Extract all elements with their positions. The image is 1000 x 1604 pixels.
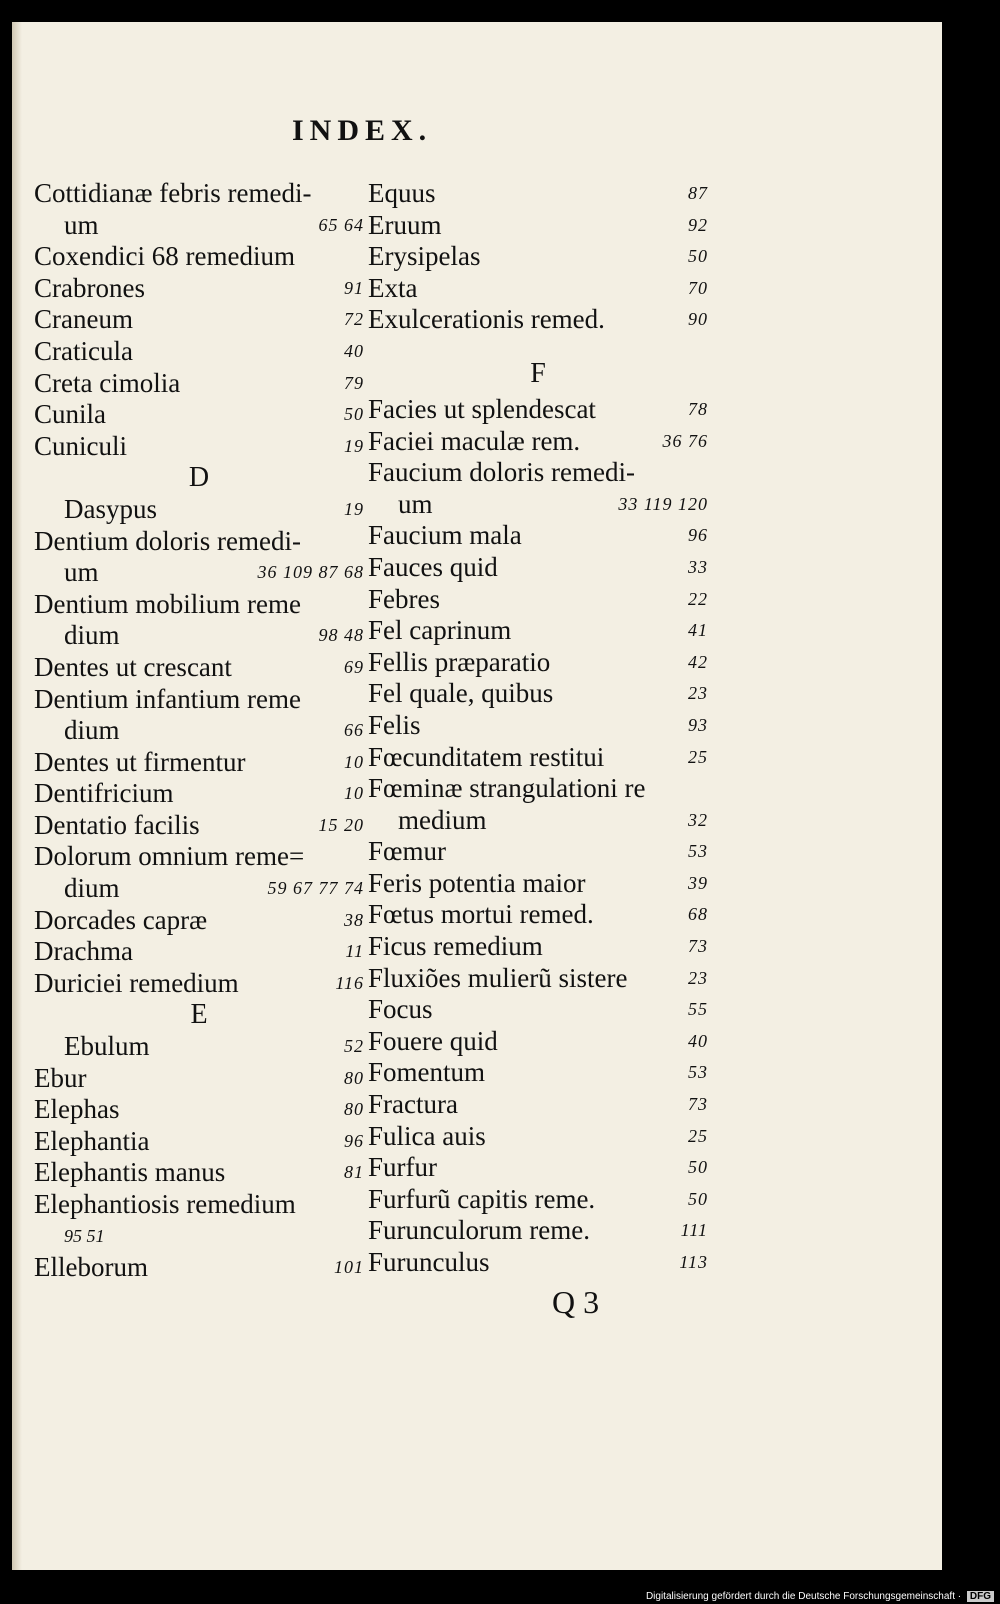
entry-term: Dentium infantium reme: [34, 683, 301, 714]
entry-page-refs: 65 64: [318, 214, 364, 235]
entry-page-refs: 68: [688, 904, 708, 925]
entry-page-refs: 38: [344, 909, 364, 930]
entry-page-refs: 98 48: [318, 625, 364, 646]
entry-page-refs: 39: [688, 872, 708, 893]
entry-page-refs: 96: [344, 1130, 364, 1151]
entry-page-refs: 40: [688, 1030, 708, 1051]
index-entry: [34, 841, 364, 873]
entry-term: Erysipelas: [368, 241, 481, 272]
entry-page-refs: 73: [688, 1094, 708, 1115]
index-entry: [34, 652, 364, 684]
entry-page-refs: 32: [688, 809, 708, 830]
entry-term: Cuniculi: [34, 430, 127, 461]
entry-page-refs: 92: [688, 214, 708, 235]
index-entry: [34, 936, 364, 968]
entry-page-refs: 36 109 87 68: [257, 562, 364, 583]
index-entry: [368, 394, 708, 426]
index-entry: [368, 1121, 708, 1153]
index-entry: [34, 336, 364, 368]
entry-term: Elephantiosis remedium: [34, 1189, 296, 1219]
spacer: [368, 336, 708, 354]
entry-term: Dolorum omnium reme=: [34, 841, 305, 872]
entry-term: dium: [64, 620, 120, 651]
index-entry: [368, 426, 708, 458]
entry-page-refs: 10: [344, 783, 364, 804]
entry-term: Felis: [368, 709, 421, 740]
entry-page-refs: 72: [344, 309, 364, 330]
index-entry: [368, 273, 708, 305]
entry-term: Elleborum: [34, 1252, 148, 1283]
index-entry: [368, 742, 708, 774]
entry-term: Creta cimolia: [34, 367, 181, 398]
index-entry: [368, 805, 708, 837]
index-entry: [34, 589, 364, 621]
entry-page-refs: 116: [335, 972, 364, 993]
entry-term: Faciei maculæ rem.: [368, 425, 581, 456]
index-entry: [34, 1031, 364, 1063]
entry-term: F: [530, 357, 546, 389]
index-entry: [368, 836, 708, 868]
index-entry: [34, 620, 364, 652]
entry-term: Furunculus: [368, 1247, 490, 1277]
index-entry: [368, 304, 708, 336]
index-entry: [368, 1184, 708, 1216]
entry-term: Exulcerationis remed.: [368, 304, 605, 335]
book-page: [12, 22, 942, 1570]
entry-page-refs: 73: [688, 936, 708, 957]
entry-term: Cottidianæ febris remedi-: [34, 178, 312, 208]
entry-term: Dentatio facilis: [34, 809, 200, 840]
entry-page-refs: 19: [344, 435, 364, 456]
entry-page-refs: 41: [688, 620, 708, 641]
entry-term: Fœtus mortui remed.: [368, 899, 594, 930]
entry-term: Dentium doloris remedi-: [34, 525, 301, 556]
index-entry: [368, 584, 708, 616]
index-entry: [368, 1247, 708, 1279]
entry-term: um: [398, 488, 433, 519]
index-entry: [368, 210, 708, 242]
entry-term: Elephas: [34, 1094, 120, 1125]
index-entry: [368, 899, 708, 931]
index-entry: [34, 1094, 364, 1126]
entry-term: Craticula: [34, 335, 133, 366]
index-entry: [368, 241, 708, 273]
entry-page-refs: 50: [688, 246, 708, 267]
entry-page-refs: 52: [344, 1036, 364, 1057]
index-entry: [368, 489, 708, 521]
entry-page-refs: 50: [344, 404, 364, 425]
entry-page-refs: 42: [688, 651, 708, 672]
entry-page-refs: 96: [688, 525, 708, 546]
index-entry: [34, 905, 364, 937]
index-entry: [34, 526, 364, 558]
section-letter: [34, 462, 364, 494]
index-entry: [368, 710, 708, 742]
entry-term: Craneum: [34, 304, 133, 335]
entry-page-refs: 33: [688, 556, 708, 577]
entry-term: Fractura: [368, 1089, 458, 1120]
entry-page-refs: 53: [688, 1062, 708, 1083]
index-entry: [34, 1126, 364, 1158]
entry-page-refs: 50: [688, 1157, 708, 1178]
entry-page-refs: 19: [344, 498, 364, 519]
entry-term: Fœmur: [368, 836, 447, 867]
index-entry: [34, 368, 364, 400]
entry-term: Ficus remedium: [368, 931, 543, 962]
entry-term: Ebur: [34, 1062, 87, 1093]
index-entry: [34, 399, 364, 431]
entry-term: D: [188, 462, 210, 494]
entry-term: Dentium mobilium reme: [34, 588, 301, 619]
index-entry: [34, 968, 364, 1000]
index-entry: [368, 1026, 708, 1058]
entry-term: Fel caprinum: [368, 615, 512, 646]
index-entry: [368, 931, 708, 963]
index-entry: [34, 715, 364, 747]
entry-term: Dentes ut firmentur: [34, 746, 246, 777]
entry-term: medium: [398, 804, 487, 835]
entry-term: Duriciei remedium: [34, 967, 239, 998]
entry-page-refs: 80: [344, 1067, 364, 1088]
entry-term: Elephantis manus: [34, 1157, 226, 1188]
section-letter: [368, 354, 708, 394]
running-header: INDEX.: [292, 114, 433, 147]
entry-term: Furfurũ capitis reme.: [368, 1183, 596, 1214]
entry-page-refs: 53: [688, 841, 708, 862]
entry-page-refs: 10: [344, 751, 364, 772]
entry-term: E: [190, 999, 208, 1031]
entry-page-refs: 69: [344, 656, 364, 677]
entry-term: Fellis præparatio: [368, 646, 551, 677]
index-entry: [34, 684, 364, 716]
entry-term: Dorcades capræ: [34, 904, 208, 935]
entry-page-refs: 59 67 77 74: [267, 878, 364, 899]
credit-text: Digitalisierung gefördert durch die Deutsche Forschungsgemeinschaft ·: [645, 1591, 962, 1602]
index-entry: [368, 457, 708, 489]
index-entry: [368, 868, 708, 900]
index-entry: [368, 615, 708, 647]
entry-term: Fulica auis: [368, 1120, 486, 1151]
entry-term: Elephantia: [34, 1125, 150, 1156]
index-entry: [34, 494, 364, 526]
index-entry: [34, 241, 364, 273]
entry-term: Faucium doloris remedi-: [368, 457, 635, 488]
entry-page-refs: 23: [688, 683, 708, 704]
entry-term: Ebulum: [64, 1031, 150, 1062]
entry-page-refs: 66: [344, 720, 364, 741]
entry-term: Febres: [368, 583, 440, 614]
index-entry: [34, 1063, 364, 1095]
entry-term: um: [64, 557, 99, 588]
entry-page-refs: 23: [688, 967, 708, 988]
index-entry: [368, 994, 708, 1026]
entry-term: Exta: [368, 272, 418, 303]
entry-term: Equus: [368, 178, 436, 208]
entry-page-refs: 40: [344, 340, 364, 361]
entry-page-refs: 101: [334, 1257, 364, 1278]
entry-term: Furunculorum reme.: [368, 1215, 590, 1246]
entry-page-refs: 36 76: [662, 430, 708, 451]
index-entry: [368, 1215, 708, 1247]
index-entry: [34, 304, 364, 336]
entry-term: Fauces quid: [368, 551, 498, 582]
entry-page-refs: 15 20: [318, 814, 364, 835]
entry-page-refs: 111: [680, 1220, 708, 1241]
index-entry: [368, 178, 708, 210]
index-entry: [368, 773, 708, 805]
entry-term: dium: [64, 715, 120, 746]
page-edge-shadow: [12, 22, 22, 1570]
index-entry: [34, 810, 364, 842]
index-entry: [34, 210, 364, 242]
entry-page-refs: 25: [688, 746, 708, 767]
entry-term: Cunila: [34, 399, 106, 430]
index-entry: [368, 552, 708, 584]
index-column-left: [34, 178, 364, 1284]
entry-term: Dasypus: [64, 493, 157, 524]
entry-term: Furfur: [368, 1152, 437, 1183]
index-entry: [368, 678, 708, 710]
index-entry: [34, 1189, 364, 1221]
index-entry: [368, 963, 708, 995]
entry-term: 95 51: [64, 1225, 105, 1246]
entry-term: Feris potentia maior: [368, 867, 586, 898]
index-entry: [34, 1252, 364, 1284]
entry-term: dium: [64, 873, 120, 904]
entry-page-refs: 87: [688, 183, 708, 203]
index-entry: [34, 431, 364, 463]
entry-page-refs: 25: [688, 1125, 708, 1146]
index-entry: [368, 1057, 708, 1089]
entry-term: Facies ut splendescat: [368, 393, 596, 424]
entry-term: Eruum: [368, 209, 442, 240]
index-entry: [34, 778, 364, 810]
entry-page-refs: 70: [688, 277, 708, 298]
entry-term: Fœminæ strangulationi re: [368, 773, 646, 804]
entry-term: um: [64, 209, 99, 240]
entry-page-refs: 80: [344, 1099, 364, 1120]
index-entry: [34, 747, 364, 779]
entry-page-refs: 90: [688, 309, 708, 330]
index-entry: [34, 1157, 364, 1189]
entry-page-refs: 33 119 120: [618, 493, 708, 514]
index-entry: [368, 647, 708, 679]
entry-page-refs: 78: [688, 398, 708, 419]
entry-page-refs: 11: [345, 941, 364, 962]
entry-page-refs: 79: [344, 372, 364, 393]
entry-page-refs: 50: [688, 1188, 708, 1209]
dfg-logo: DFG: [967, 1591, 994, 1602]
entry-term: Coxendici 68 remedium: [34, 241, 295, 272]
index-entry: [34, 873, 364, 905]
entry-term: Drachma: [34, 936, 133, 967]
entry-term: Dentifricium: [34, 778, 174, 809]
entry-page-refs: 22: [688, 588, 708, 609]
index-entry: [34, 273, 364, 305]
index-entry: [368, 520, 708, 552]
entry-page-refs: 81: [344, 1162, 364, 1183]
index-entry: [368, 1152, 708, 1184]
entry-term: Fomentum: [368, 1057, 486, 1088]
index-column-right: [368, 178, 708, 1279]
section-letter: [34, 999, 364, 1031]
entry-page-refs: 113: [679, 1252, 708, 1272]
index-entry: [34, 178, 364, 210]
entry-term: Focus: [368, 994, 433, 1025]
entry-term: Fluxiões mulierũ sistere: [368, 962, 628, 993]
entry-term: Fel quale, quibus: [368, 678, 554, 709]
entry-term: Crabrones: [34, 272, 145, 303]
index-entry: [34, 557, 364, 589]
signature-mark: Q 3: [552, 1284, 600, 1320]
digitization-credit: [646, 1591, 994, 1602]
entry-term: Faucium mala: [368, 520, 522, 551]
entry-term: Fouere quid: [368, 1025, 498, 1056]
index-entry: [368, 1089, 708, 1121]
entry-term: Dentes ut crescant: [34, 651, 232, 682]
index-entry: [34, 1221, 364, 1253]
entry-page-refs: 91: [344, 277, 364, 298]
entry-page-refs: 93: [688, 714, 708, 735]
entry-term: Fœcunditatem restitui: [368, 741, 605, 772]
entry-page-refs: 55: [688, 999, 708, 1020]
